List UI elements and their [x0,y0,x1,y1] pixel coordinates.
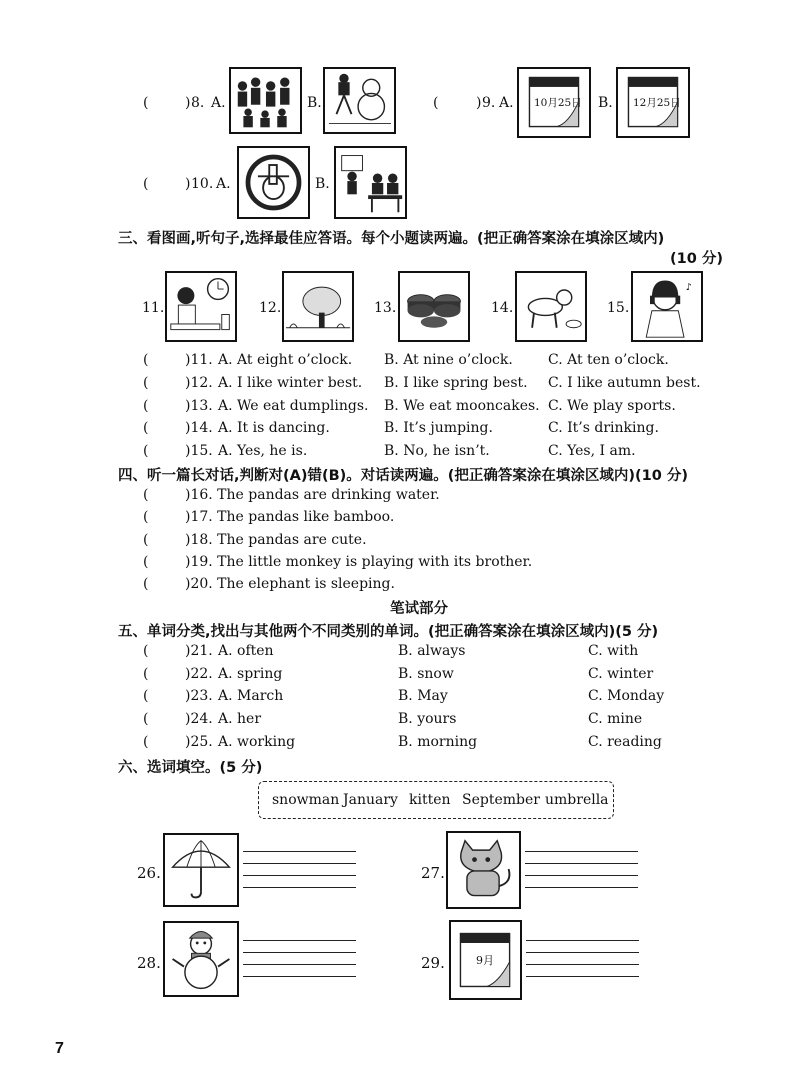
section6-title: 六、选词填空。(5 分) [118,760,263,776]
row13-paren: ( [143,398,149,414]
q8-picture-a-crowd-scene [229,67,302,134]
svg-text:♪: ♪ [685,281,692,293]
row19-paren: ( [143,554,149,570]
row15-option-c[interactable]: C. Yes, I am. [548,443,636,459]
word-bank-box [258,781,614,819]
q8-paren-open: ( [143,95,149,111]
q26-answer-line-1[interactable] [243,851,356,852]
row18-paren: ( [143,532,149,548]
row14-question: )14. [185,420,213,436]
q29-answer-line-3[interactable] [526,964,639,965]
row15-question: )15. [185,443,213,459]
row23-option-b[interactable]: B. May [398,688,448,704]
section5-title: 五、单词分类,找出与其他两个不同类别的单词。(把正确答案涂在填涂区域内)(5 分) [118,624,659,640]
row14-option-b[interactable]: B. It’s jumping. [384,420,493,436]
q28-answer-line-2[interactable] [243,952,356,953]
row15-option-a[interactable]: A. Yes, he is. [218,443,308,459]
row11-option-a[interactable]: A. At eight o’clock. [218,352,353,368]
row15-option-b[interactable]: B. No, he isn’t. [384,443,490,459]
row24-paren: ( [143,711,149,727]
pic12-tree-spring [282,271,354,342]
q27-answer-line-2[interactable] [525,863,638,864]
row25-option-b[interactable]: B. morning [398,734,478,750]
q9-option-b-label: B. [598,95,613,111]
row23-paren: ( [143,688,149,704]
section3-score: (10 分) [670,251,723,267]
q26-picture-umbrella [163,833,239,907]
row13-option-a[interactable]: A. We eat dumplings. [218,398,369,414]
q27-picture-kitten [446,831,521,909]
word-bank-item-september: September [462,792,540,808]
row22-option-b[interactable]: B. snow [398,666,454,682]
q8-paren-close: ) [185,95,191,111]
q9-picture-a-calendar [517,67,591,138]
q29-answer-line-1[interactable] [526,940,639,941]
word-bank-item-kitten: kitten [409,792,451,808]
q9-paren-open: ( [433,95,439,111]
row25-question: )25. [185,734,213,750]
row16-statement: )16. The pandas are drinking water. [185,487,440,503]
q26-answer-line-2[interactable] [243,863,356,864]
row25-option-a[interactable]: A. working [218,734,296,750]
row23-option-c[interactable]: C. Monday [588,688,665,704]
pic13-number: 13. [374,300,397,316]
row12-option-b[interactable]: B. I like spring best. [384,375,528,391]
row23-option-a[interactable]: A. March [218,688,284,704]
q10-option-b-label: B. [315,176,330,192]
q28-answer-line-1[interactable] [243,940,356,941]
q29-number: 29. [421,954,445,972]
q28-number: 28. [137,954,161,972]
pic14-number: 14. [491,300,514,316]
row21-option-a[interactable]: A. often [218,643,274,659]
row22-paren: ( [143,666,149,682]
word-bank-item-umbrella: umbrella [545,792,609,808]
q29-answer-line-4[interactable] [526,976,639,977]
row19-statement: )19. The little monkey is playing with its brother. [185,554,533,570]
q10-picture-b-classroom [334,146,407,219]
row21-question: )21. [185,643,213,659]
q29-picture-calendar [449,920,522,1000]
q10-picture-a-quiet-sign [237,146,310,219]
pic14-dog-drinking [515,271,587,342]
q29-calendar-month: 9月 [476,954,494,967]
row18-statement: )18. The pandas are cute. [185,532,367,548]
q10-option-a-label: A. [216,176,231,192]
pic13-mooncakes [398,271,470,342]
q10-number: 10. [191,176,214,192]
written-part-heading: 笔试部分 [390,601,448,617]
row14-paren: ( [143,420,149,436]
row24-option-c[interactable]: C. mine [588,711,643,727]
q29-answer-line-2[interactable] [526,952,639,953]
row21-paren: ( [143,643,149,659]
row14-option-a[interactable]: A. It is dancing. [218,420,330,436]
q27-answer-line-1[interactable] [525,851,638,852]
q27-number: 27. [421,864,445,882]
q26-number: 26. [137,864,161,882]
row13-option-c[interactable]: C. We play sports. [548,398,676,414]
row14-option-c[interactable]: C. It’s drinking. [548,420,659,436]
q28-answer-line-4[interactable] [243,976,356,977]
row20-paren: ( [143,576,149,592]
pic11-girl-eating-clock [165,271,237,342]
row15-paren: ( [143,443,149,459]
row12-question: )12. [185,375,213,391]
q9-number: 9. [482,95,496,111]
q9-paren-close: ) [476,95,482,111]
row20-statement: )20. The elephant is sleeping. [185,576,395,592]
row13-question: )13. [185,398,213,414]
row25-option-c[interactable]: C. reading [588,734,662,750]
pic12-number: 12. [259,300,282,316]
row22-option-c[interactable]: C. winter [588,666,654,682]
q10-paren-open: ( [143,176,149,192]
row11-option-b[interactable]: B. At nine o’clock. [384,352,513,368]
q9-calendar-b-date: 12月25日 [633,97,681,109]
row17-statement: )17. The pandas like bamboo. [185,509,395,525]
q8-picture-b-snowman-scene [323,67,396,134]
row17-paren: ( [143,509,149,525]
q8-option-b-label: B. [307,95,322,111]
q9-picture-b-calendar [616,67,690,138]
q27-answer-line-3[interactable] [525,875,638,876]
q28-picture-snowman [163,921,239,997]
q10-paren-close: ) [185,176,191,192]
row11-paren: ( [143,352,149,368]
row12-option-a[interactable]: A. I like winter best. [218,375,363,391]
row12-paren: ( [143,375,149,391]
row22-question: )22. [185,666,213,682]
row23-question: )23. [185,688,213,704]
pic15-number: 15. [607,300,630,316]
pic11-number: 11. [142,300,165,316]
row24-option-a[interactable]: A. her [218,711,262,727]
row12-option-c[interactable]: C. I like autumn best. [548,375,701,391]
row13-option-b[interactable]: B. We eat mooncakes. [384,398,540,414]
page-number: 7 [55,1040,64,1057]
q8-number: 8. [191,95,205,111]
row25-paren: ( [143,734,149,750]
row11-question: )11. [185,352,213,368]
section3-title: 三、看图画,听句子,选择最佳应答语。每个小题读两遍。(把正确答案涂在填涂区域内) [118,231,665,247]
q9-option-a-label: A. [499,95,514,111]
row22-option-a[interactable]: A. spring [218,666,283,682]
row21-option-c[interactable]: C. with [588,643,639,659]
word-bank-item-january: January [343,792,398,808]
row21-option-b[interactable]: B. always [398,643,466,659]
row24-option-b[interactable]: B. yours [398,711,457,727]
q28-answer-line-3[interactable] [243,964,356,965]
q26-answer-line-3[interactable] [243,875,356,876]
row16-paren: ( [143,487,149,503]
section4-title: 四、听一篇长对话,判断对(A)错(B)。对话读两遍。(把正确答案涂在填涂区域内)(10 分) [118,468,689,484]
q26-answer-line-4[interactable] [243,887,356,888]
pic15-girl-headphones [631,271,703,342]
q8-option-a-label: A. [211,95,226,111]
word-bank-item-snowman: snowman [272,792,340,808]
row24-question: )24. [185,711,213,727]
q9-calendar-a-date: 10月25日 [534,97,582,109]
q27-answer-line-4[interactable] [525,887,638,888]
row11-option-c[interactable]: C. At ten o’clock. [548,352,669,368]
